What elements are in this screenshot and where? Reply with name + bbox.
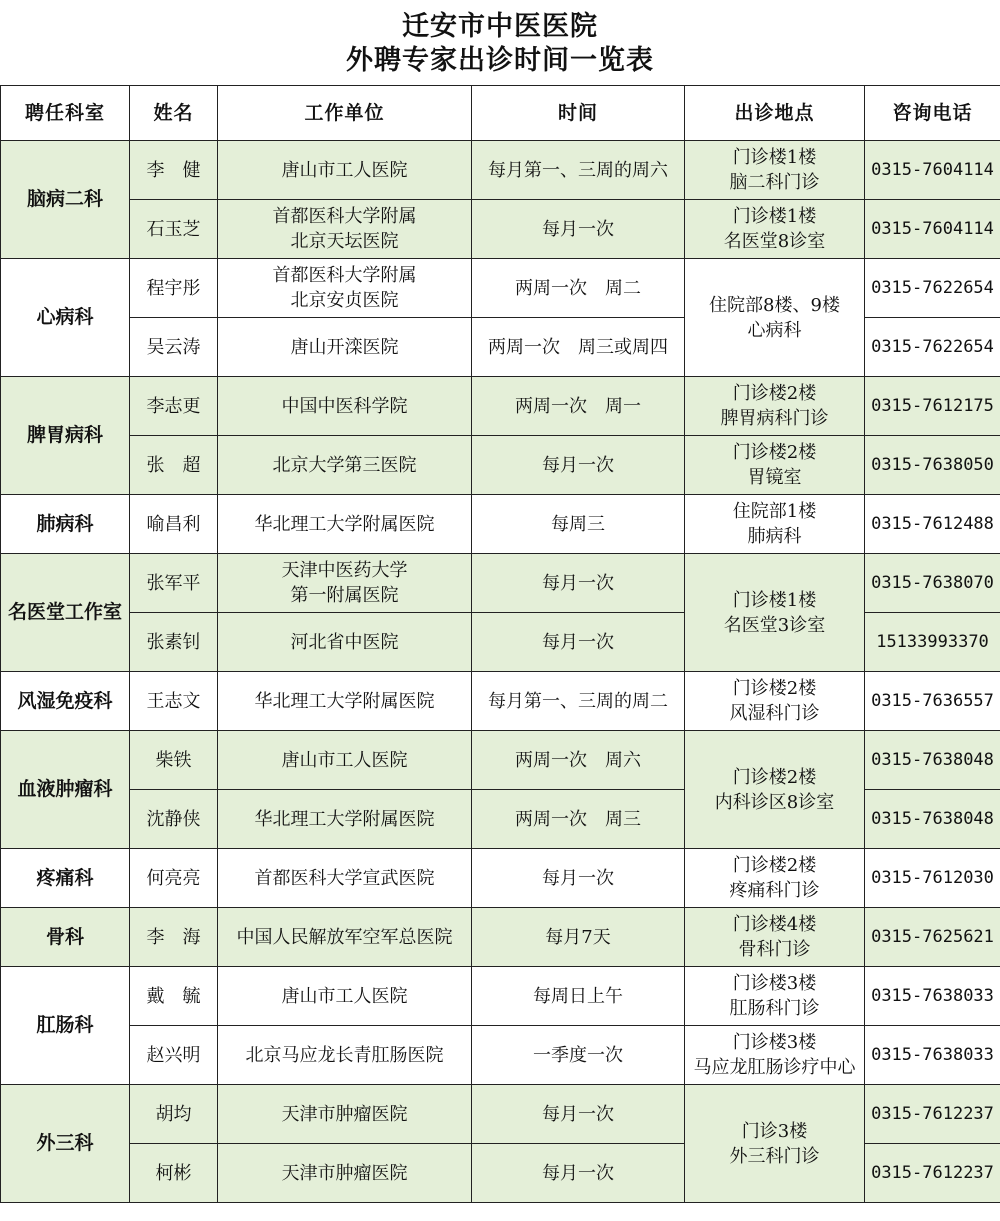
dept-cell: 心病科	[1, 259, 130, 377]
time-cell: 每周日上午	[472, 967, 685, 1026]
title-block	[0, 0, 1000, 85]
place-cell: 门诊楼2楼 疼痛科门诊	[685, 849, 865, 908]
unit-cell: 唐山市工人医院	[218, 141, 472, 200]
time-cell: 每月一次	[472, 1144, 685, 1203]
name-cell: 沈静侠	[130, 790, 218, 849]
page-title: 迁安市中医医院	[402, 11, 598, 42]
phone-cell: 0315-7638048	[865, 790, 1000, 849]
place-cell: 门诊楼2楼 风湿科门诊	[685, 672, 865, 731]
table-row	[1, 908, 1000, 967]
header-name: 姓名	[130, 86, 218, 141]
place-cell: 门诊楼1楼 名医堂8诊室	[685, 200, 865, 259]
time-cell: 每月一次	[472, 849, 685, 908]
dept-cell: 脾胃病科	[1, 377, 130, 495]
unit-cell: 中国人民解放军空军总医院	[218, 908, 472, 967]
place-cell: 门诊楼2楼 内科诊区8诊室	[685, 731, 865, 849]
name-cell: 李志更	[130, 377, 218, 436]
dept-cell: 疼痛科	[1, 849, 130, 908]
place-cell: 门诊楼1楼 脑二科门诊	[685, 141, 865, 200]
header-phone: 咨询电话	[865, 86, 1000, 141]
name-cell: 何亮亮	[130, 849, 218, 908]
dept-cell: 名医堂工作室	[1, 554, 130, 672]
phone-cell: 0315-7638048	[865, 731, 1000, 790]
header-dept: 聘任科室	[1, 86, 130, 141]
name-cell: 喻昌利	[130, 495, 218, 554]
schedule-table	[0, 85, 1000, 1203]
table-row	[1, 436, 1000, 495]
name-cell: 吴云涛	[130, 318, 218, 377]
header-place: 出诊地点	[685, 86, 865, 141]
table-header-row	[1, 86, 1000, 141]
place-cell: 门诊3楼 外三科门诊	[685, 1085, 865, 1203]
name-cell: 胡均	[130, 1085, 218, 1144]
unit-cell: 唐山市工人医院	[218, 731, 472, 790]
place-cell: 门诊楼2楼 胃镜室	[685, 436, 865, 495]
unit-cell: 天津市肿瘤医院	[218, 1085, 472, 1144]
unit-cell: 首都医科大学附属 北京天坛医院	[218, 200, 472, 259]
time-cell: 两周一次 周二	[472, 259, 685, 318]
table-row	[1, 1085, 1000, 1144]
table-row	[1, 849, 1000, 908]
phone-cell: 0315-7625621	[865, 908, 1000, 967]
name-cell: 王志文	[130, 672, 218, 731]
phone-cell: 0315-7612030	[865, 849, 1000, 908]
place-cell: 门诊楼3楼 肛肠科门诊	[685, 967, 865, 1026]
name-cell: 李 海	[130, 908, 218, 967]
name-cell: 赵兴明	[130, 1026, 218, 1085]
table-row	[1, 141, 1000, 200]
time-cell: 每月第一、三周的周二	[472, 672, 685, 731]
time-cell: 每月一次	[472, 1085, 685, 1144]
name-cell: 戴 毓	[130, 967, 218, 1026]
table-row	[1, 731, 1000, 790]
dept-cell: 风湿免疫科	[1, 672, 130, 731]
dept-cell: 脑病二科	[1, 141, 130, 259]
dept-cell: 肺病科	[1, 495, 130, 554]
name-cell: 柯彬	[130, 1144, 218, 1203]
name-cell: 张素钊	[130, 613, 218, 672]
unit-cell: 华北理工大学附属医院	[218, 790, 472, 849]
unit-cell: 唐山市工人医院	[218, 967, 472, 1026]
header-unit: 工作单位	[218, 86, 472, 141]
unit-cell: 首都医科大学附属 北京安贞医院	[218, 259, 472, 318]
phone-cell: 0315-7638033	[865, 1026, 1000, 1085]
dept-cell: 血液肿瘤科	[1, 731, 130, 849]
time-cell: 每月一次	[472, 436, 685, 495]
unit-cell: 天津市肿瘤医院	[218, 1144, 472, 1203]
table-row	[1, 554, 1000, 613]
page-subtitle: 外聘专家出诊时间一览表	[346, 45, 654, 76]
table-row	[1, 259, 1000, 318]
phone-cell: 0315-7612237	[865, 1085, 1000, 1144]
unit-cell: 河北省中医院	[218, 613, 472, 672]
time-cell: 每月一次	[472, 200, 685, 259]
table-row	[1, 1026, 1000, 1085]
unit-cell: 天津中医药大学 第一附属医院	[218, 554, 472, 613]
table-row	[1, 672, 1000, 731]
unit-cell: 华北理工大学附属医院	[218, 672, 472, 731]
phone-cell: 0315-7604114	[865, 200, 1000, 259]
time-cell: 每月7天	[472, 908, 685, 967]
dept-cell: 外三科	[1, 1085, 130, 1203]
name-cell: 柴铁	[130, 731, 218, 790]
phone-cell: 0315-7612237	[865, 1144, 1000, 1203]
phone-cell: 0315-7638050	[865, 436, 1000, 495]
name-cell: 张 超	[130, 436, 218, 495]
name-cell: 程宇彤	[130, 259, 218, 318]
phone-cell: 0315-7612488	[865, 495, 1000, 554]
unit-cell: 北京马应龙长青肛肠医院	[218, 1026, 472, 1085]
phone-cell: 0315-7636557	[865, 672, 1000, 731]
time-cell: 每月一次	[472, 613, 685, 672]
time-cell: 一季度一次	[472, 1026, 685, 1085]
unit-cell: 唐山开滦医院	[218, 318, 472, 377]
name-cell: 张军平	[130, 554, 218, 613]
phone-cell: 0315-7622654	[865, 318, 1000, 377]
phone-cell: 0315-7638033	[865, 967, 1000, 1026]
dept-cell: 骨科	[1, 908, 130, 967]
table-row	[1, 495, 1000, 554]
time-cell: 每月一次	[472, 554, 685, 613]
table-row	[1, 200, 1000, 259]
place-cell: 住院部8楼、9楼 心病科	[685, 259, 865, 377]
place-cell: 门诊楼3楼 马应龙肛肠诊疗中心	[685, 1026, 865, 1085]
name-cell: 李 健	[130, 141, 218, 200]
time-cell: 每月第一、三周的周六	[472, 141, 685, 200]
time-cell: 两周一次 周一	[472, 377, 685, 436]
unit-cell: 华北理工大学附属医院	[218, 495, 472, 554]
place-cell: 门诊楼2楼 脾胃病科门诊	[685, 377, 865, 436]
header-time: 时间	[472, 86, 685, 141]
time-cell: 每周三	[472, 495, 685, 554]
unit-cell: 首都医科大学宣武医院	[218, 849, 472, 908]
unit-cell: 中国中医科学院	[218, 377, 472, 436]
phone-cell: 0315-7604114	[865, 141, 1000, 200]
time-cell: 两周一次 周六	[472, 731, 685, 790]
dept-cell: 肛肠科	[1, 967, 130, 1085]
time-cell: 两周一次 周三或周四	[472, 318, 685, 377]
name-cell: 石玉芝	[130, 200, 218, 259]
table-row	[1, 967, 1000, 1026]
table-row	[1, 377, 1000, 436]
phone-cell: 15133993370	[865, 613, 1000, 672]
place-cell: 门诊楼1楼 名医堂3诊室	[685, 554, 865, 672]
place-cell: 门诊楼4楼 骨科门诊	[685, 908, 865, 967]
phone-cell: 0315-7638070	[865, 554, 1000, 613]
place-cell: 住院部1楼 肺病科	[685, 495, 865, 554]
phone-cell: 0315-7612175	[865, 377, 1000, 436]
time-cell: 两周一次 周三	[472, 790, 685, 849]
phone-cell: 0315-7622654	[865, 259, 1000, 318]
unit-cell: 北京大学第三医院	[218, 436, 472, 495]
